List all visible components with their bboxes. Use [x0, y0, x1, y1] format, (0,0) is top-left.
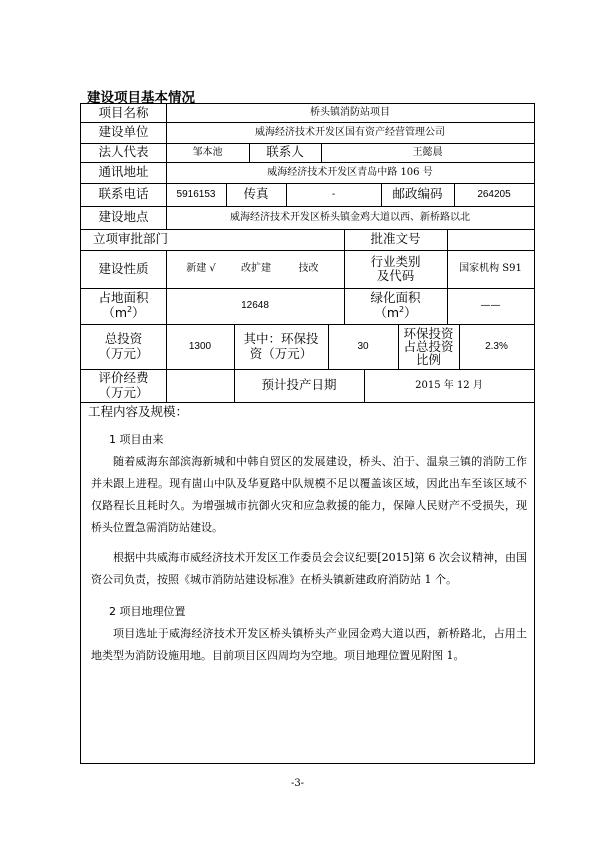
env-ratio-label: [398, 324, 459, 369]
phone-value: 5916153: [176, 188, 216, 200]
project-name-value: 桥头镇消防站项目: [310, 107, 390, 119]
production-date-label: 预计投产日期: [261, 377, 337, 393]
area-unit: [102, 305, 144, 321]
green-unit-sup: 2: [399, 305, 405, 315]
paragraph-origin-1: 随着威海东部滨海新城和中韩自贸区的发展建设，桥头、泊于、温泉三镇的消防工作并未跟上进程。现有崮山中队及华夏路中队规模不足以覆盖该区域，因此出车至该区域不仅路程长且耗时久。为增强城市抗御火灾和应急救援的能力，保障人民财产不受损失，现桥头位置急需消防站建设。: [91, 455, 527, 534]
env-ratio-label-line2: 占总投资: [403, 338, 454, 354]
legal-rep-value: 邹本池: [192, 146, 223, 158]
project-info-form: [80, 103, 535, 764]
evaluation-label-line2: （万元）: [98, 384, 149, 400]
industry-label: [344, 250, 447, 288]
investment-label-line2: （万元）: [98, 345, 149, 361]
green-area-unit: [374, 305, 416, 321]
area-value: 12648: [241, 300, 269, 312]
nature-option-new: 新建 √: [186, 263, 216, 275]
project-name-label: 项目名称: [98, 104, 149, 120]
investment-label: [81, 324, 166, 369]
nature-label: 建设性质: [98, 260, 149, 276]
industry-label-line1: 行业类别: [370, 253, 421, 269]
nature-option-tech: 技改: [298, 263, 319, 275]
section-title: 建设项目基本情况: [87, 90, 195, 106]
address-value: 威海经济技术开发区青岛中路 106 号: [267, 166, 433, 178]
contact-value: 王懿晨: [412, 146, 443, 158]
area-unit-sup: 2: [127, 305, 133, 315]
approval-doc-label: 批准文号: [370, 231, 421, 247]
green-unit-open: （m: [374, 305, 400, 321]
area-unit-open: （m: [102, 305, 128, 321]
approval-doc-value: [447, 229, 534, 250]
site-value: 威海经济技术开发区桥头镇金鸡大道以西、新桥路以北: [230, 211, 470, 223]
env-investment-label: [234, 324, 328, 369]
green-unit-close: ）: [404, 305, 417, 321]
area-unit-close: ）: [132, 305, 145, 321]
env-ratio-label-line3: 比例: [415, 352, 441, 368]
production-date-value: 2015 年 12 月: [415, 379, 483, 391]
env-ratio-label-line1: 环保投资: [403, 325, 454, 341]
green-area-label-text: 绿化面积: [370, 290, 421, 306]
env-ratio-value: 2.3%: [485, 340, 508, 352]
construction-unit-value: 威海经济技术开发区国有资产经营管理公司: [255, 126, 445, 138]
postcode-value: 264205: [477, 188, 511, 200]
env-investment-value: 30: [357, 340, 369, 352]
area-label-text: 占地面积: [98, 290, 149, 306]
investment-label-line1: 总投资: [104, 331, 143, 347]
content-title: 工程内容及规模：: [88, 404, 189, 419]
industry-label-line2: 及代码: [376, 268, 415, 283]
env-investment-label-line2: 资（万元）: [249, 345, 313, 361]
green-area-value: ——: [480, 300, 501, 312]
approval-dept-label: 立项审批部门: [93, 231, 169, 247]
site-label: 建设地点: [98, 209, 149, 225]
investment-value: 1300: [188, 340, 212, 352]
contact-label: 联系人: [266, 144, 304, 160]
evaluation-label: [81, 369, 166, 402]
evaluation-label-line1: 评价经费: [98, 370, 149, 386]
fax-value: -: [331, 188, 336, 200]
area-label: [81, 288, 166, 324]
fax-label: 传真: [243, 186, 269, 202]
paragraph-origin-2: 根据中共威海市威经济技术开发区工作委员会会议纪要[2015]第 6 次会议精神，由国资公司负责，按照《城市消防站建设标准》在桥头镇新建政府消防站 1 个。: [91, 551, 527, 586]
postcode-label: 邮政编码: [392, 186, 443, 202]
page-number: -3-: [290, 778, 305, 789]
phone-label: 联系电话: [98, 186, 149, 202]
approval-dept-value: [201, 229, 344, 250]
construction-unit-label: 建设单位: [98, 124, 149, 140]
heading-project-origin: 1 项目由来: [109, 433, 164, 446]
env-investment-label-line1: 其中：环保投: [243, 331, 319, 347]
evaluation-value: [166, 369, 234, 402]
paragraph-location: 项目选址于威海经济技术开发区桥头镇桥头产业园金鸡大道以西，新桥路北，占用土地类型为消防设施用地。目前项目区四周均为空地。项目地理位置见附图 1。: [91, 627, 527, 662]
industry-value: 国家机构 S91: [459, 263, 522, 275]
legal-rep-label: 法人代表: [98, 144, 149, 160]
green-area-label: [344, 288, 447, 324]
heading-project-location: 2 项目地理位置: [109, 605, 186, 618]
nature-option-expand: 改扩建: [241, 263, 271, 275]
address-label: 通讯地址: [98, 164, 149, 180]
